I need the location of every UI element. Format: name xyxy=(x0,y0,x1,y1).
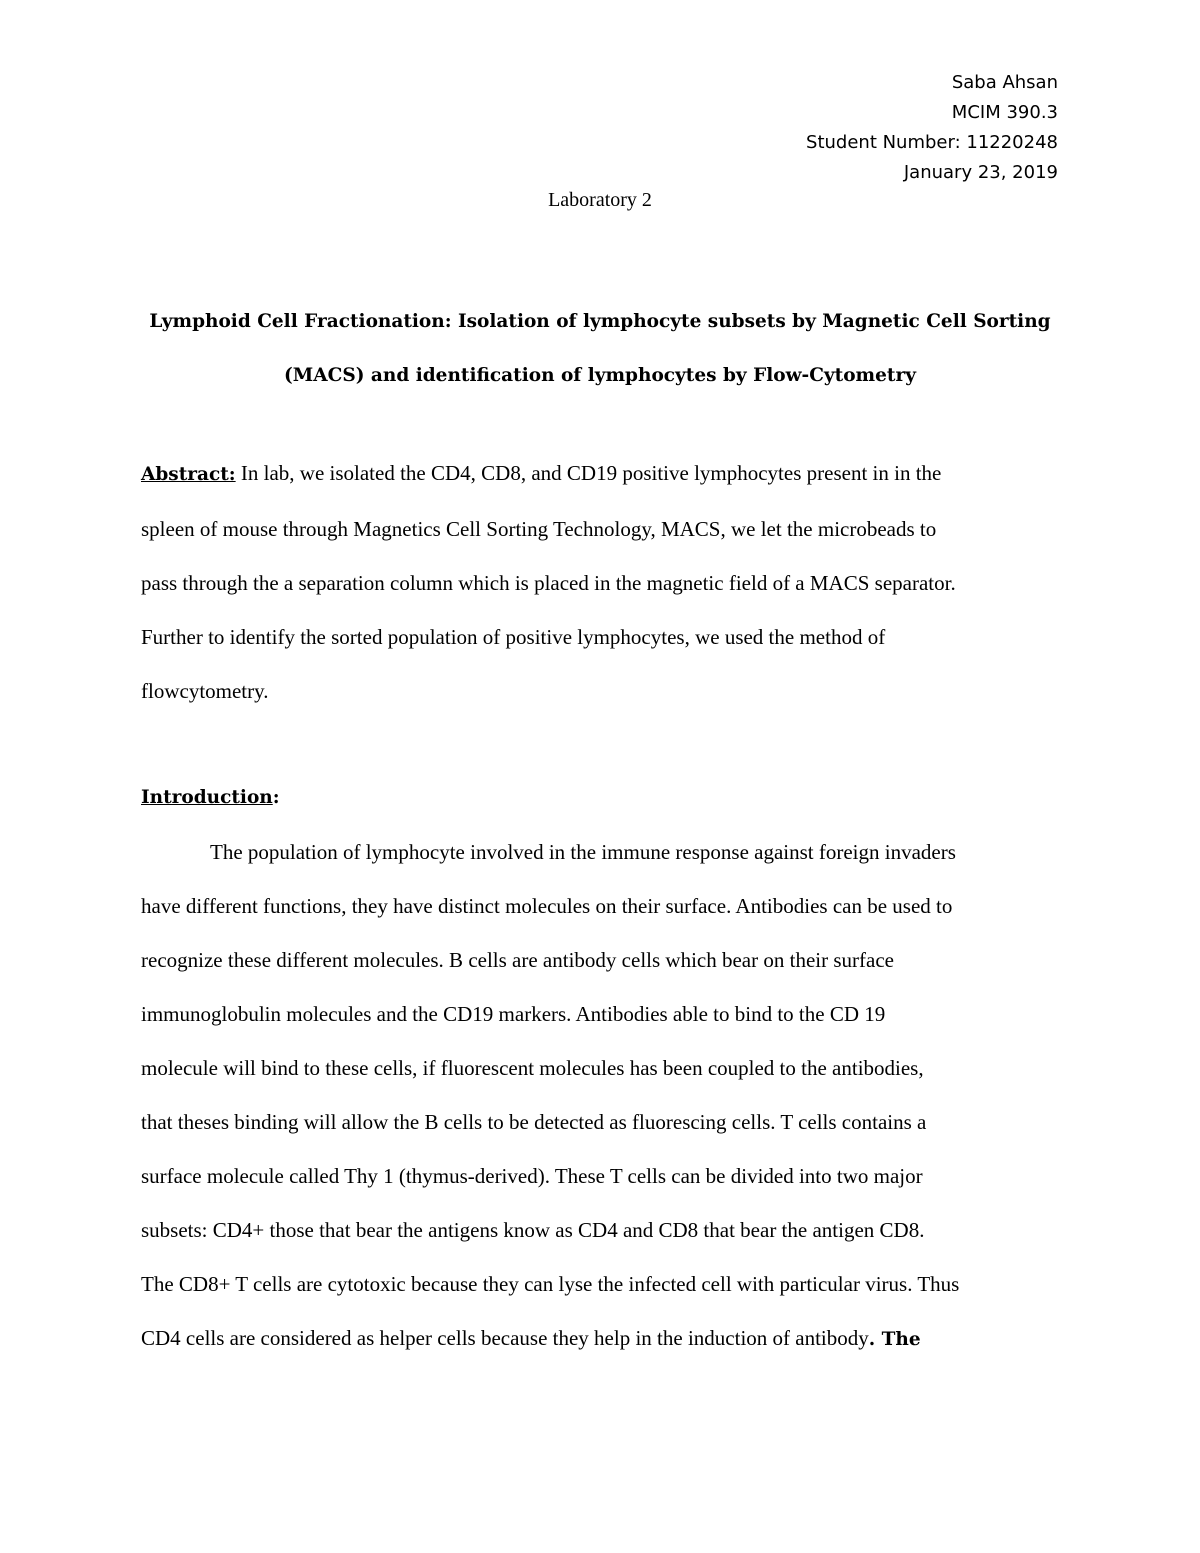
introduction-section xyxy=(141,825,1066,1367)
lab-title: Laboratory 2 xyxy=(548,189,652,211)
abstract-section xyxy=(141,446,1066,718)
intro-bold-text: . The xyxy=(868,1329,921,1350)
intro-text: CD4 cells are considered as helper cells because they help in the induction of antibody xyxy=(141,1326,869,1350)
abstract-line: flowcytometry. xyxy=(141,679,269,703)
abstract-line xyxy=(141,446,1066,502)
intro-line: The population of lymphocyte involved in the immune response against foreign invaders xyxy=(210,840,956,864)
author-header xyxy=(806,68,1058,188)
submission-date: January 23, 2019 xyxy=(903,162,1058,183)
report-title-line-1: Lymphoid Cell Fractionation: Isolation of lymphocyte subsets by Magnetic Cell Sorting xyxy=(149,311,1051,332)
intro-line xyxy=(141,1311,1066,1367)
intro-line: that theses binding will allow the B cells to be detected as fluorescing cells. T cells contains a xyxy=(141,1110,927,1134)
abstract-label: Abstract: xyxy=(141,464,236,485)
intro-line: recognize these different molecules. B cells are antibody cells which bear on their surface xyxy=(141,948,894,972)
intro-line: surface molecule called Thy 1 (thymus-derived). These T cells can be divided into two major xyxy=(141,1164,923,1188)
introduction-heading xyxy=(141,771,280,825)
introduction-label: Introduction xyxy=(141,787,273,808)
abstract-line: pass through the a separation column which is placed in the magnetic field of a MACS separator. xyxy=(141,571,956,595)
report-title-line-2: (MACS) and identification of lymphocytes by Flow-Cytometry xyxy=(284,365,916,386)
intro-line: The CD8+ T cells are cytotoxic because they can lyse the infected cell with particular virus. Thus xyxy=(141,1272,960,1296)
intro-line: immunoglobulin molecules and the CD19 markers. Antibodies able to bind to the CD 19 xyxy=(141,1002,886,1026)
course-code: MCIM 390.3 xyxy=(951,102,1058,123)
abstract-line: Further to identify the sorted population of positive lymphocytes, we used the method of xyxy=(141,625,886,649)
introduction-colon: : xyxy=(272,787,280,808)
abstract-text: In lab, we isolated the CD4, CD8, and CD19 positive lymphocytes present in in the xyxy=(235,461,942,485)
intro-line: molecule will bind to these cells, if fluorescent molecules has been coupled to the antibodies, xyxy=(141,1056,924,1080)
report-title xyxy=(141,295,1059,403)
author-name: Saba Ahsan xyxy=(951,72,1058,93)
student-number: Student Number: 11220248 xyxy=(806,132,1058,153)
abstract-line: spleen of mouse through Magnetics Cell Sorting Technology, MACS, we let the microbeads to xyxy=(141,517,937,541)
intro-line: subsets: CD4+ those that bear the antigens know as CD4 and CD8 that bear the antigen CD8. xyxy=(141,1218,925,1242)
intro-line: have different functions, they have distinct molecules on their surface. Antibodies can be used to xyxy=(141,894,953,918)
